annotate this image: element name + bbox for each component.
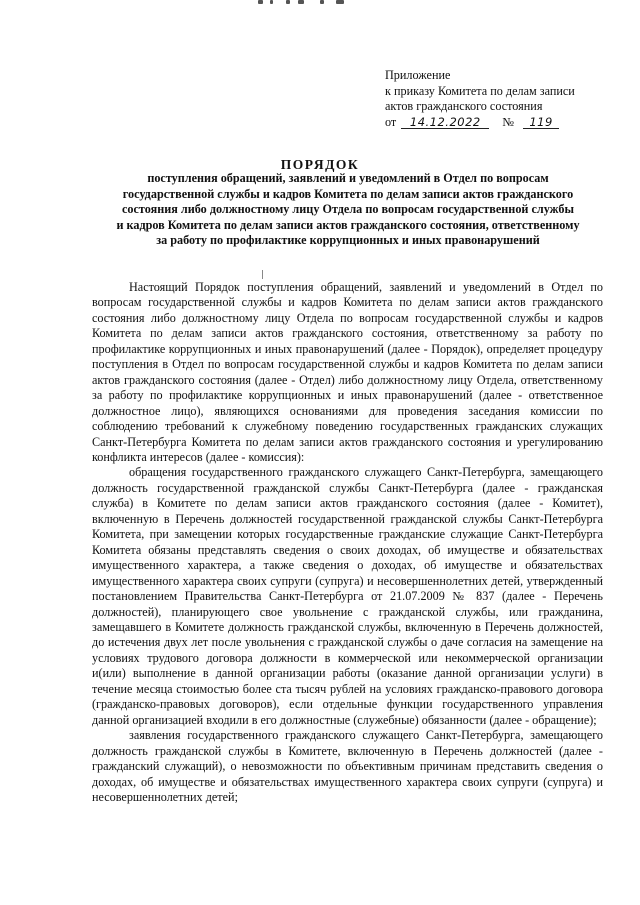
number-sign: №: [502, 114, 514, 129]
document-subtitle: [92, 171, 604, 249]
subtitle-line-2: государственной службы и кадров Комитета по делам записи актов гражданского: [122, 186, 574, 201]
appendix-line-1: Приложение: [385, 68, 451, 82]
scan-artifact: [258, 0, 348, 6]
appendix-line-3: актов гражданского состояния: [385, 99, 543, 113]
subtitle-line-4: и кадров Комитета по делам записи актов гражданского состояния, ответственному: [116, 217, 580, 232]
date-prefix: от: [385, 114, 397, 129]
document-title: ПОРЯДОК: [280, 157, 360, 172]
subtitle-line-1: поступления обращений, заявлений и уведомлений в Отдел по вопросам: [147, 171, 549, 185]
appendix-block: [385, 68, 575, 130]
paragraph-zayavlenie: заявления государственного гражданского служащего Санкт-Петербурга, замещающего должность гражданской службы в Комитете, включенную в Перечень должностей (далее - гражданский служащий), о невозможности по объективным причинам представить сведения о доходах, об имуществе и обязательствах имущественного характера своих супруги (супруга) и несовершеннолетних детей;: [92, 728, 603, 804]
paragraph-obrashchenie: обращения государственного гражданского служащего Санкт-Петербурга, замещающего должность государственной гражданской службы Санкт-Петербурга (далее - гражданская служба) в Комитете по делам записи актов гражданского состояния (далее - Комитет), включенную в Перечень должностей государственной гражданской службы Санкт-Петербурга Комитета, при замещении которых государственные гражданские служащие Санкт-Петербурга Комитета обязаны представлять сведения о своих доходах, об имуществе и обязательствах имущественного характера, а также сведения о доходах, об имуществе и обязательствах имущественного характера своих супруги (супруга) и несовершеннолетних детей, утвержденный постановлением Правительства Санкт-Петербурга от 21.07.2009 № 837 (далее - Перечень должностей), планирующего свое увольнение с гражданской службы, или гражданина, замещавшего в Комитете должность гражданской службы, включенную в Перечень должностей, до истечения двух лет после увольнения с гражданской службы о даче согласия на замещение на условиях трудового договора должности в коммерческой или некоммерческой организации и(или) выполнение в данной организации работы (оказание данной организации услуги) в течение месяца стоимостью более ста тысяч рублей на условиях гражданско-правового договора (гражданско-правовых договоров), если отдельные функции государственного управления данной организацией входили в его должностные (служебные) обязанности (далее - обращение);: [92, 465, 603, 727]
appendix-line-2: к приказу Комитета по делам записи: [385, 83, 575, 98]
handwritten-date: 14.12.2022: [401, 116, 489, 129]
handwritten-number: 119: [523, 116, 559, 129]
paragraph-intro: Настоящий Порядок поступления обращений, заявлений и уведомлений в Отдел по вопросам государственной службы и кадров Комитета по делам записи актов гражданского состояния либо должностному лицу Отдела по вопросам государственной службы и кадров Комитета по делам записи актов гражданского состояния, ответственному за работу по профилактике коррупционных и иных правонарушений (далее - Порядок), определяет процедуру поступления в Отдел по вопросам государственной службы и кадров Комитета по делам записи актов гражданского состояния (далее - Отдел) либо должностному лицу Отдела, ответственному за работу по профилактике коррупционных и иных правонарушений (далее - ответственное должностное лицо), являющихся основаниями для проведения заседания комиссии по соблюдению требований к служебному поведению государственных гражданских служащих Санкт-Петербурга Комитета по делам записи актов гражданского состояния и урегулированию конфликта интересов (далее - комиссия):: [92, 280, 603, 464]
appendix-date-line: [385, 115, 575, 131]
subtitle-line-5: за работу по профилактике коррупционных и иных правонарушений: [156, 233, 540, 247]
document-body: [92, 280, 603, 805]
subtitle-line-3: состояния либо должностному лицу Отдела по вопросам государственной службы: [122, 202, 574, 216]
scan-artifact-mark: [262, 270, 263, 279]
